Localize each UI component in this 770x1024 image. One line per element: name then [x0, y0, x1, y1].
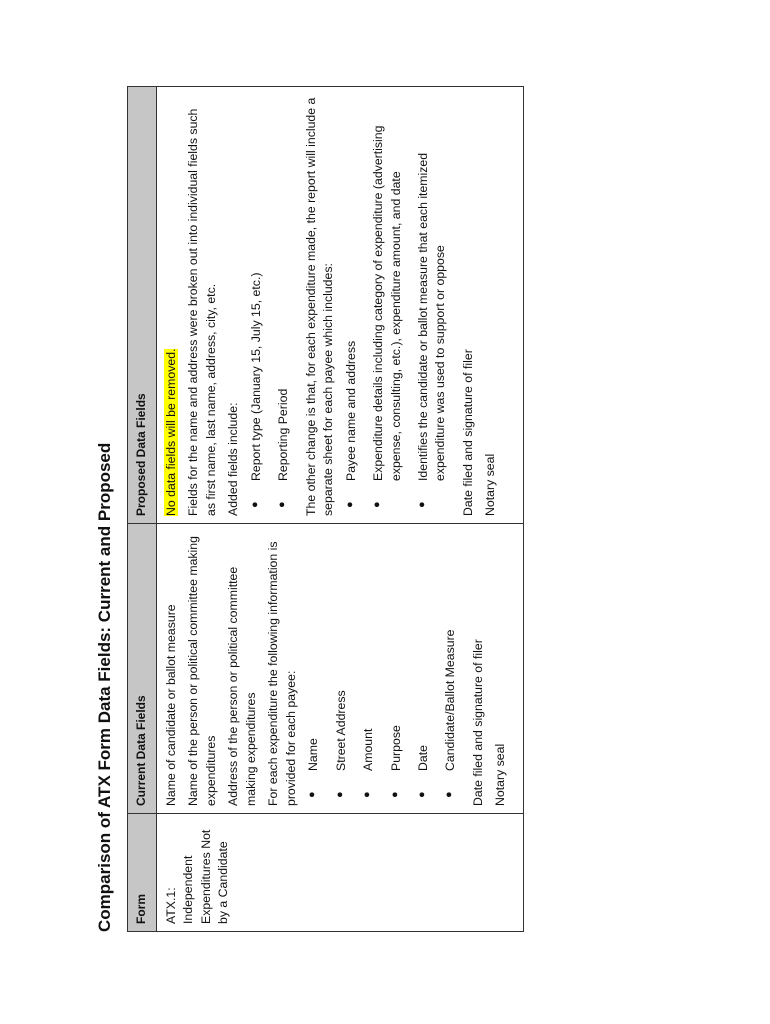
bullet-icon: ● — [276, 501, 289, 508]
table-row — [157, 87, 524, 932]
list-item-text: Payee name and address — [343, 340, 358, 481]
removed-fields-note: No data fields will be removed. — [164, 348, 178, 516]
rotated-page — [95, 87, 650, 932]
header-proposed-fields: Proposed Data Fields — [128, 87, 157, 524]
bullet-icon: ● — [443, 791, 456, 798]
name-address-note: Fields for the name and address were broken out into individual fields such as first name, last name, address, city, etc. — [186, 108, 218, 516]
removed-fields-note-wrap — [163, 94, 180, 516]
other-change-note: The other change is that, for each expenditure made, the report will include a separate sheet for each payee which includes: — [303, 97, 336, 516]
list-item — [360, 531, 377, 806]
bullet-icon: ● — [371, 501, 384, 508]
bullet-icon: ● — [248, 501, 261, 508]
list-item-text: Street Address — [333, 690, 348, 771]
bullet-icon: ● — [343, 501, 356, 508]
list-item-text: Identifies the candidate or ballot measure that each itemized expenditure was used to support or oppose — [415, 152, 448, 481]
bullet-icon: ● — [415, 501, 428, 508]
list-item — [333, 531, 350, 806]
comparison-table — [127, 86, 524, 932]
list-item-text: Report type (January 15, July 15, etc.) — [248, 272, 263, 481]
list-item — [343, 94, 360, 516]
current-field: Date filed and signature of filer — [470, 639, 485, 806]
bullet-icon: ● — [333, 791, 346, 798]
proposed-field: Notary seal — [483, 453, 498, 516]
header-form: Form — [128, 814, 157, 932]
current-field: Name of candidate or ballot measure — [164, 604, 178, 806]
list-item-text: Candidate/Ballot Measure — [443, 629, 458, 771]
added-fields-list — [248, 94, 293, 516]
list-item — [275, 94, 292, 516]
list-item — [442, 531, 459, 806]
header-current-fields: Current Data Fields — [128, 524, 157, 814]
bullet-icon: ● — [388, 791, 401, 798]
list-item — [388, 531, 405, 806]
current-field: Notary seal — [493, 743, 508, 806]
list-item-text: Date — [415, 745, 430, 771]
list-item-text: Name — [306, 738, 321, 771]
added-fields-label: Added fields include: — [226, 402, 241, 516]
current-field: Address of the person or political committee making expenditures — [226, 566, 258, 806]
list-item — [415, 531, 432, 806]
list-item — [370, 94, 405, 516]
payee-info-list — [305, 531, 460, 806]
form-name: ATX.1: Independent Expenditures Not by a Candidate — [164, 829, 231, 924]
proposed-field: Date filed and signature of filer — [460, 349, 475, 516]
payee-sheet-list — [343, 94, 450, 516]
current-field: Name of the person or political committee making expenditures — [186, 536, 218, 806]
proposed-fields-cell — [157, 87, 524, 524]
table-header-row — [128, 87, 157, 932]
list-item — [305, 531, 322, 806]
list-item — [415, 94, 450, 516]
current-field: For each expenditure the following information is provided for each payee: — [266, 541, 298, 806]
list-item-text: Reporting Period — [276, 388, 291, 481]
list-item-text: Amount — [361, 728, 376, 771]
bullet-icon: ● — [306, 791, 319, 798]
form-name-cell — [157, 814, 524, 932]
current-fields-cell — [157, 524, 524, 814]
bullet-icon: ● — [415, 791, 428, 798]
page-title: Comparison of ATX Form Data Fields: Current and Proposed — [95, 442, 114, 932]
list-item — [248, 94, 265, 516]
list-item-text: Expenditure details including category of expenditure (advertising expense, consulting, etc.), expenditure amount, and date — [371, 125, 403, 481]
list-item-text: Purpose — [388, 725, 403, 771]
bullet-icon: ● — [361, 791, 374, 798]
